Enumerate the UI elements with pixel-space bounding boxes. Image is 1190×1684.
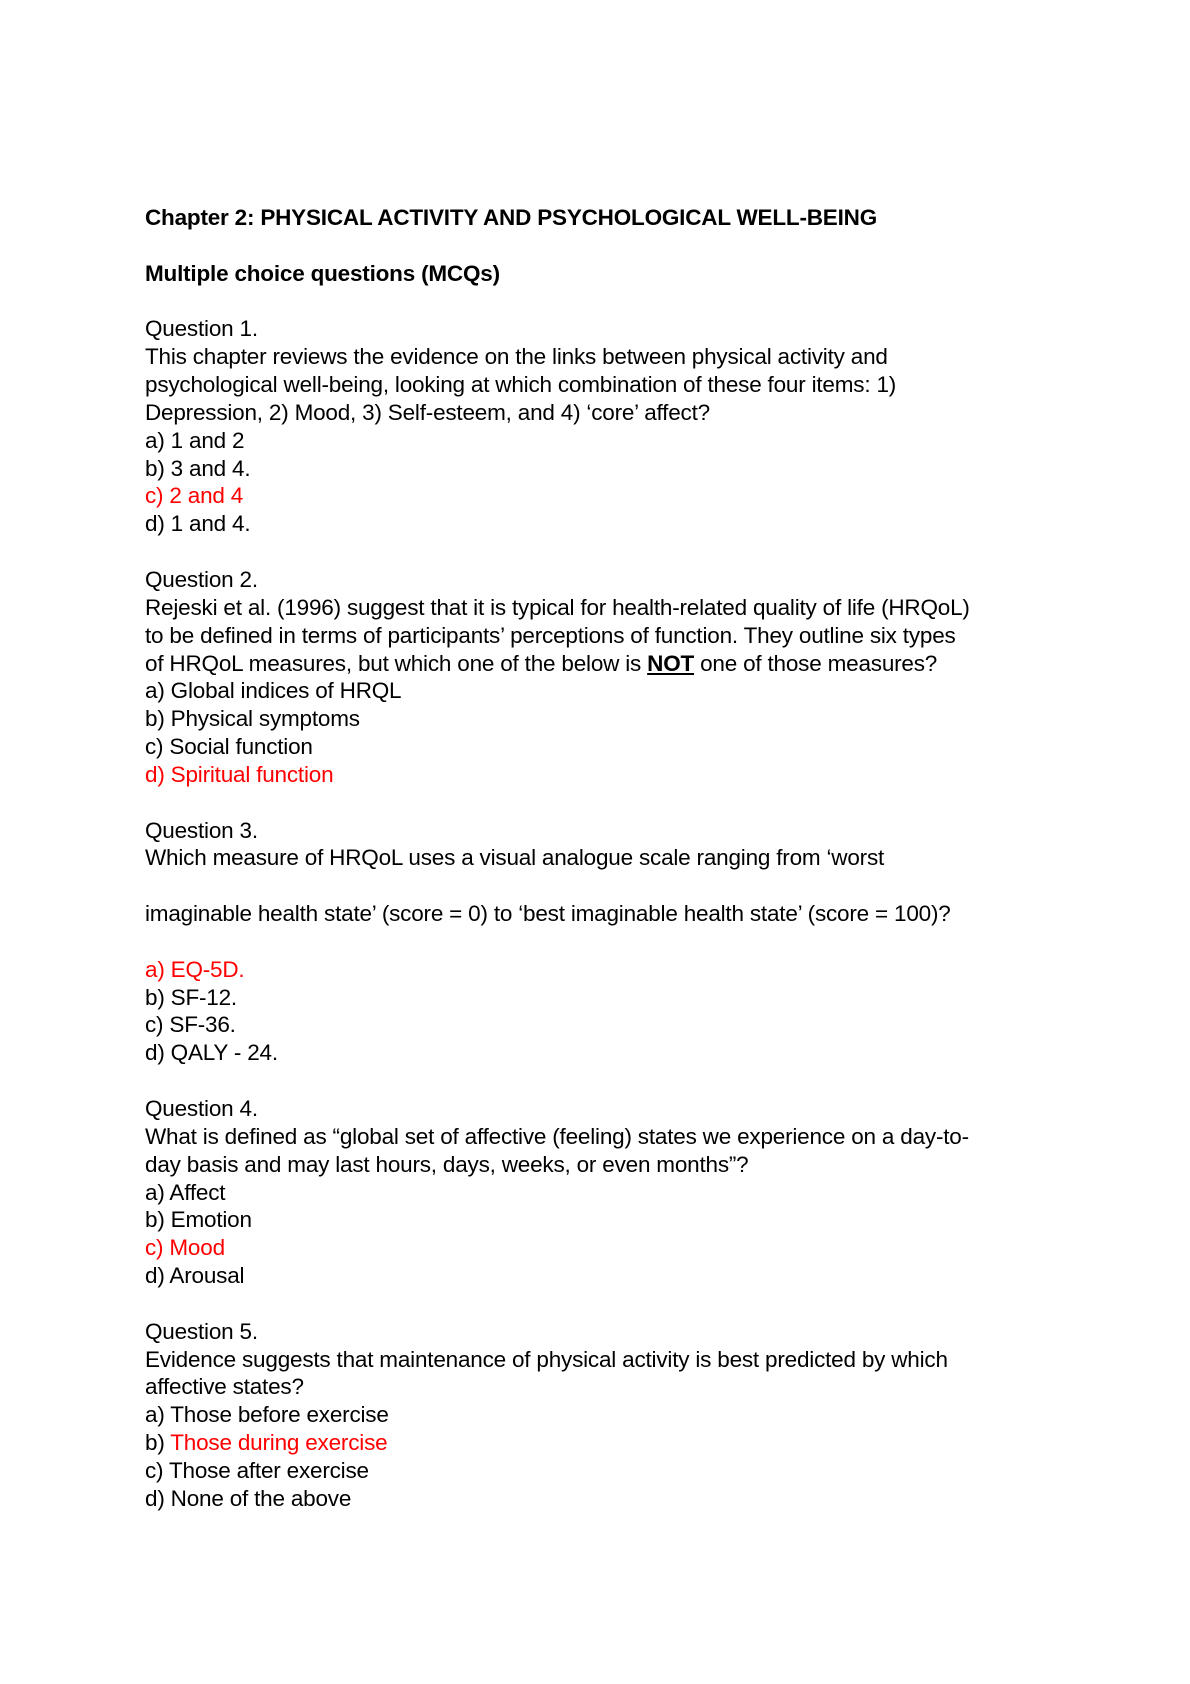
option-correct-text: Those during exercise	[170, 1430, 388, 1456]
emphasis-not: NOT	[647, 650, 695, 676]
question-text: Which measure of HRQoL uses a visual analogue scale ranging from ‘worst	[145, 845, 885, 871]
option: a) 1 and 2	[145, 427, 245, 453]
question-4	[145, 1095, 970, 1290]
question-label: Question 5.	[145, 1318, 258, 1344]
question-text: This chapter reviews the evidence on the links between physical activity and	[145, 344, 888, 370]
question-text: Depression, 2) Mood, 3) Self-esteem, and 4) ‘core’ affect?	[145, 399, 710, 425]
question-3	[145, 817, 970, 1068]
question-label: Question 3.	[145, 817, 258, 843]
chapter-title: Chapter 2: PHYSICAL ACTIVITY AND PSYCHOLOGICAL WELL-BEING	[145, 205, 877, 230]
question-label: Question 1.	[145, 316, 258, 342]
question-1	[145, 315, 970, 538]
option: a) Those before exercise	[145, 1402, 389, 1428]
option-correct: a) EQ-5D.	[145, 956, 245, 982]
option-correct: c) 2 and 4	[145, 483, 244, 509]
option: b) Emotion	[145, 1207, 252, 1233]
option-correct: d) Spiritual function	[145, 761, 334, 787]
option: d) None of the above	[145, 1485, 352, 1511]
question-2	[145, 566, 970, 789]
question-text	[145, 650, 970, 678]
question-text: What is defined as “global set of affective (feeling) states we experience on a day-to-	[145, 1123, 969, 1149]
question-5	[145, 1318, 970, 1513]
option: d) QALY - 24.	[145, 1040, 278, 1066]
option: c) SF-36.	[145, 1012, 236, 1038]
text: one of those measures?	[694, 650, 938, 676]
option-prefix: b)	[145, 1430, 171, 1456]
option-correct	[145, 1429, 970, 1457]
option: c) Social function	[145, 734, 313, 760]
option: c) Those after exercise	[145, 1457, 369, 1483]
question-label: Question 2.	[145, 566, 258, 592]
question-text: affective states?	[145, 1374, 304, 1400]
question-text: imaginable health state’ (score = 0) to ‘best imaginable health state’ (score = 100)?	[145, 901, 951, 927]
question-text: day basis and may last hours, days, weeks, or even months”?	[145, 1151, 749, 1177]
text: of HRQoL measures, but which one of the below is	[145, 650, 648, 676]
option: b) SF-12.	[145, 984, 237, 1010]
option-correct: c) Mood	[145, 1235, 225, 1261]
option: b) Physical symptoms	[145, 706, 360, 732]
option: d) 1 and 4.	[145, 511, 251, 537]
section-heading: Multiple choice questions (MCQs)	[145, 260, 500, 286]
document	[145, 204, 970, 1513]
question-text: to be defined in terms of participants’ perceptions of function. They outline six types	[145, 622, 956, 648]
question-text: psychological well-being, looking at which combination of these four items: 1)	[145, 372, 897, 398]
option: d) Arousal	[145, 1263, 245, 1289]
question-label: Question 4.	[145, 1096, 258, 1121]
option: a) Global indices of HRQL	[145, 678, 402, 704]
option: b) 3 and 4.	[145, 455, 251, 481]
option: a) Affect	[145, 1179, 226, 1205]
question-text: Rejeski et al. (1996) suggest that it is typical for health-related quality of life (HRQoL)	[145, 594, 970, 620]
question-text: Evidence suggests that maintenance of physical activity is best predicted by which	[145, 1346, 948, 1372]
